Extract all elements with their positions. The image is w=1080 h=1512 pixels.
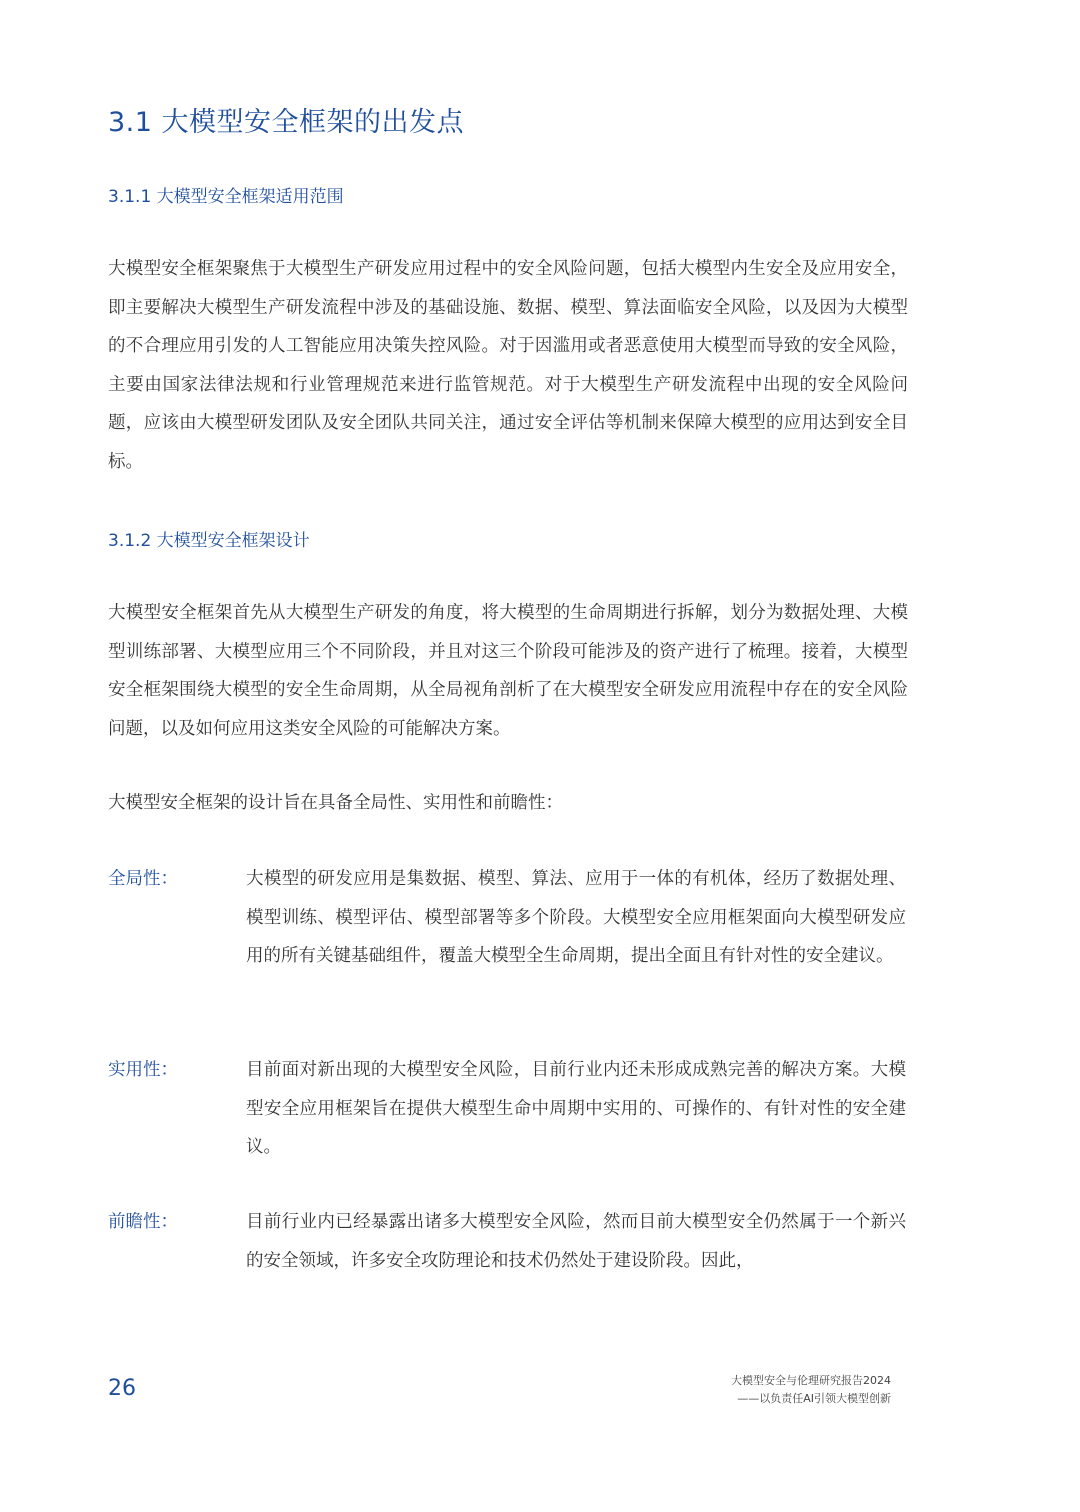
footer-report-title <box>731 1372 891 1408</box>
item-label-practical: 实用性： <box>108 1060 178 1080</box>
subsection-title-design: 3.1.2 大模型安全框架设计 <box>108 531 310 551</box>
report-title: 大模型安全与伦理研究报告2024 <box>731 1374 891 1387</box>
design-paragraph: 大模型安全框架首先从大模型生产研发的角度，将大模型的生命周期进行拆解，划分为数据处理、大模型训练部署、大模型应用三个不同阶段，并且对这三个阶段可能涉及的资产进行了梳理。接着，大模型安全框架围绕大模型的安全生命周期，从全局视角剖析了在大模型安全研发应用流程中存在的安全风险问题，以及如何应用这类安全风险的可能解决方案。 <box>108 603 908 739</box>
item-label-forward-looking: 前瞻性： <box>108 1212 178 1232</box>
item-text-global: 大模型的研发应用是集数据、模型、算法、应用于一体的有机体，经历了数据处理、模型训练、模型评估、模型部署等多个阶段。大模型安全应用框架面向大模型研发应用的所有关键基础组件，覆盖大模型全生命周期，提出全面且有针对性的安全建议。 <box>246 869 906 966</box>
item-text-practical: 目前面对新出现的大模型安全风险，目前行业内还未形成成熟完善的解决方案。大模型安全应用框架旨在提供大模型生命中周期中实用的、可操作的、有针对性的安全建议。 <box>246 1060 906 1157</box>
report-subtitle: ——以负责任AI引领大模型创新 <box>737 1392 891 1405</box>
item-label-global: 全局性： <box>108 869 178 889</box>
section-title: 3.1 大模型安全框架的出发点 <box>108 107 465 138</box>
subsection-title-scope: 3.1.1 大模型安全框架适用范围 <box>108 187 344 207</box>
item-text-forward-looking: 目前行业内已经暴露出诸多大模型安全风险，然而目前大模型安全仍然属于一个新兴的安全领域，许多安全攻防理论和技术仍然处于建设阶段。因此， <box>246 1212 906 1271</box>
page-number: 26 <box>108 1376 136 1401</box>
design-intro: 大模型安全框架的设计旨在具备全局性、实用性和前瞻性： <box>108 793 563 813</box>
scope-paragraph: 大模型安全框架聚焦于大模型生产研发应用过程中的安全风险问题，包括大模型内生安全及应用安全，即主要解决大模型生产研发流程中涉及的基础设施、数据、模型、算法面临安全风险，以及因为大模型的不合理应用引发的人工智能应用决策失控风险。对于因滥用或者恶意使用大模型而导致的安全风险，主要由国家法律法规和行业管理规范来进行监管规范。对于大模型生产研发流程中出现的安全风险问题，应该由大模型研发团队及安全团队共同关注，通过安全评估等机制来保障大模型的应用达到安全目标。 <box>108 259 908 472</box>
